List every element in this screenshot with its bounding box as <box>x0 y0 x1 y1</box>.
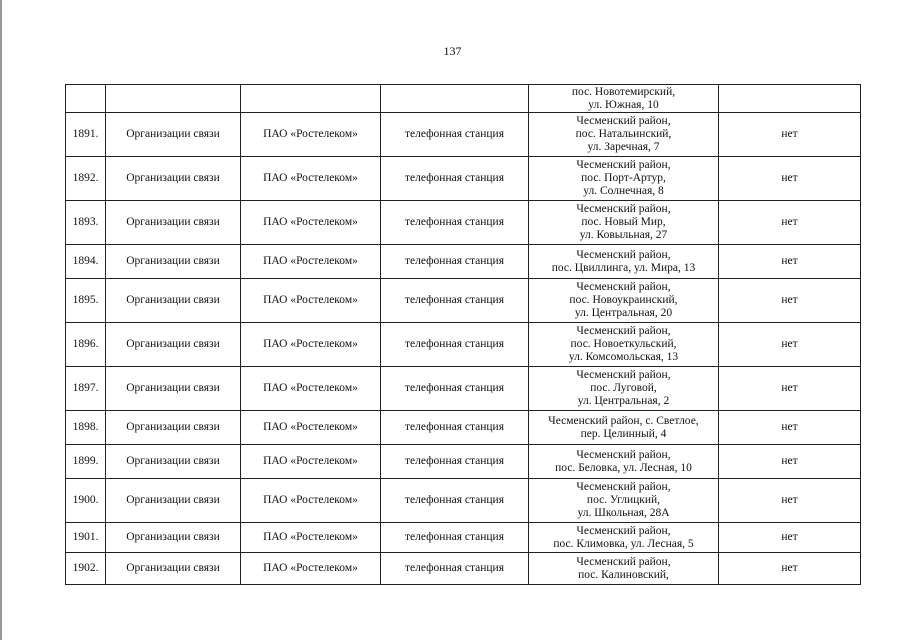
category-cell: Организации связи <box>106 367 241 411</box>
row-number: 1900. <box>66 479 106 523</box>
organization-cell: ПАО «Ростелеком» <box>241 553 381 585</box>
address-line: Чесменский район, <box>576 115 671 127</box>
note-cell: нет <box>719 279 861 323</box>
row-number <box>66 85 106 113</box>
table-row <box>66 367 861 411</box>
organization-cell: ПАО «Ростелеком» <box>241 445 381 479</box>
address-line: Чесменский район, <box>576 369 671 381</box>
page-number: 137 <box>443 44 462 58</box>
note-cell: нет <box>719 523 861 553</box>
address-line: ул. Центральная, 2 <box>577 395 670 407</box>
object-type-cell: телефонная станция <box>381 201 529 245</box>
row-number: 1894. <box>66 245 106 279</box>
object-type-cell: телефонная станция <box>381 479 529 523</box>
address-line: ул. Южная, 10 <box>588 98 659 111</box>
address-line: пос. Луговой, <box>590 382 657 394</box>
row-number: 1899. <box>66 445 106 479</box>
note-cell <box>719 85 861 113</box>
table-row <box>66 279 861 323</box>
address-line: Чесменский район, <box>576 481 671 493</box>
note-cell: нет <box>719 323 861 367</box>
address-cell <box>529 523 719 553</box>
address-cell <box>529 553 719 585</box>
category-cell: Организации связи <box>106 323 241 367</box>
category-cell: Организации связи <box>106 553 241 585</box>
table-row <box>66 113 861 157</box>
row-number: 1892. <box>66 157 106 201</box>
note-cell: нет <box>719 157 861 201</box>
note-cell: нет <box>719 411 861 445</box>
category-cell <box>106 85 241 113</box>
table-row <box>66 201 861 245</box>
address-line: Чесменский район, с. Светлое, <box>548 414 699 427</box>
row-number: 1891. <box>66 113 106 157</box>
organization-cell: ПАО «Ростелеком» <box>241 323 381 367</box>
object-type-cell: телефонная станция <box>381 323 529 367</box>
address-line: Чесменский район, <box>576 555 671 568</box>
note-cell: нет <box>719 553 861 585</box>
address-cell <box>529 479 719 523</box>
organization-cell: ПАО «Ростелеком» <box>241 157 381 201</box>
table-row <box>66 523 861 553</box>
organization-cell: ПАО «Ростелеком» <box>241 479 381 523</box>
address-cell <box>529 113 719 157</box>
object-type-cell: телефонная станция <box>381 367 529 411</box>
address-cell <box>529 367 719 411</box>
object-type-cell: телефонная станция <box>381 279 529 323</box>
table-row <box>66 411 861 445</box>
address-line: пос. Новотемирский, <box>571 85 676 98</box>
object-type-cell: телефонная станция <box>381 245 529 279</box>
address-line: ул. Солнечная, 8 <box>583 185 664 197</box>
register-table-body <box>66 85 861 585</box>
row-number: 1901. <box>66 523 106 553</box>
address-line: пос. Новый Мир, <box>581 216 666 228</box>
category-cell: Организации связи <box>106 245 241 279</box>
category-cell: Организации связи <box>106 523 241 553</box>
address-cell <box>529 157 719 201</box>
object-type-cell: телефонная станция <box>381 553 529 585</box>
address-cell <box>529 279 719 323</box>
row-number: 1897. <box>66 367 106 411</box>
scan-edge-line <box>0 0 2 640</box>
address-line: пос. Натальинский, <box>575 128 672 140</box>
address-line: пос. Климовка, ул. Лесная, 5 <box>553 537 694 550</box>
note-cell: нет <box>719 367 861 411</box>
object-type-cell: телефонная станция <box>381 411 529 445</box>
object-type-cell: телефонная станция <box>381 523 529 553</box>
organization-cell: ПАО «Ростелеком» <box>241 201 381 245</box>
category-cell: Организации связи <box>106 279 241 323</box>
row-number: 1893. <box>66 201 106 245</box>
category-cell: Организации связи <box>106 113 241 157</box>
note-cell: нет <box>719 113 861 157</box>
note-cell: нет <box>719 245 861 279</box>
address-line: пос. Углицкий, <box>586 494 661 506</box>
note-cell: нет <box>719 479 861 523</box>
address-line: ул. Школьная, 28А <box>577 507 670 519</box>
organization-cell: ПАО «Ростелеком» <box>241 279 381 323</box>
address-line: ул. Ковыльная, 27 <box>579 229 668 241</box>
table-row <box>66 157 861 201</box>
row-number: 1898. <box>66 411 106 445</box>
address-line: ул. Комсомольская, 13 <box>568 351 679 363</box>
category-cell: Организации связи <box>106 445 241 479</box>
table-row <box>66 85 861 113</box>
address-line: Чесменский район, <box>576 248 671 261</box>
organization-cell: ПАО «Ростелеком» <box>241 523 381 553</box>
address-cell <box>529 445 719 479</box>
address-line: пос. Калиновский, <box>578 568 669 581</box>
address-cell <box>529 85 719 113</box>
note-cell: нет <box>719 445 861 479</box>
organization-cell: ПАО «Ростелеком» <box>241 367 381 411</box>
table-row <box>66 445 861 479</box>
category-cell: Организации связи <box>106 479 241 523</box>
table-row <box>66 323 861 367</box>
register-table <box>65 84 861 585</box>
address-line: пос. Новоукраинский, <box>569 294 678 306</box>
category-cell: Организации связи <box>106 411 241 445</box>
address-line: пос. Новоеткульский, <box>570 338 677 350</box>
row-number: 1895. <box>66 279 106 323</box>
address-line: Чесменский район, <box>576 524 671 537</box>
address-line: Чесменский район, <box>576 159 671 171</box>
row-number: 1902. <box>66 553 106 585</box>
object-type-cell <box>381 85 529 113</box>
object-type-cell: телефонная станция <box>381 113 529 157</box>
address-line: пос. Беловка, ул. Лесная, 10 <box>555 461 692 474</box>
table-row <box>66 245 861 279</box>
object-type-cell: телефонная станция <box>381 445 529 479</box>
address-line: пер. Целинный, 4 <box>580 427 667 440</box>
address-line: пос. Порт-Артур, <box>581 172 666 184</box>
address-cell <box>529 411 719 445</box>
object-type-cell: телефонная станция <box>381 157 529 201</box>
organization-cell <box>241 85 381 113</box>
address-cell <box>529 201 719 245</box>
row-number: 1896. <box>66 323 106 367</box>
address-line: пос. Цвиллинга, ул. Мира, 13 <box>551 261 696 274</box>
organization-cell: ПАО «Ростелеком» <box>241 411 381 445</box>
address-line: ул. Заречная, 7 <box>587 141 660 153</box>
organization-cell: ПАО «Ростелеком» <box>241 245 381 279</box>
address-line: Чесменский район, <box>576 203 671 215</box>
table-row <box>66 479 861 523</box>
address-cell <box>529 323 719 367</box>
table-row <box>66 553 861 585</box>
category-cell: Организации связи <box>106 157 241 201</box>
address-cell <box>529 245 719 279</box>
address-line: Чесменский район, <box>576 325 671 337</box>
address-line: Чесменский район, <box>576 448 671 461</box>
category-cell: Организации связи <box>106 201 241 245</box>
note-cell: нет <box>719 201 861 245</box>
address-line: ул. Центральная, 20 <box>574 307 673 319</box>
address-line: Чесменский район, <box>576 281 671 293</box>
organization-cell: ПАО «Ростелеком» <box>241 113 381 157</box>
